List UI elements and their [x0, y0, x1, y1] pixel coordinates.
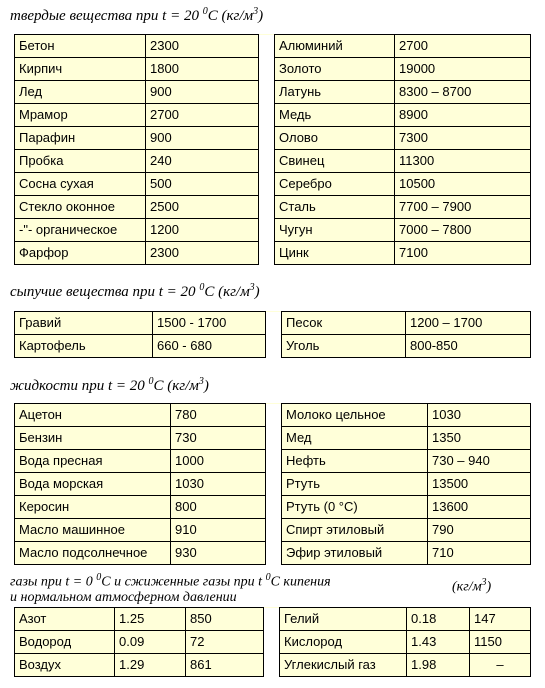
- column-gap: [266, 312, 282, 335]
- density-value: 900: [146, 81, 259, 104]
- density-value: 0.09: [115, 631, 186, 654]
- density-value: 790: [428, 519, 531, 542]
- degree-mark: 0: [265, 572, 271, 583]
- substance-name: Сталь: [275, 196, 395, 219]
- gases-table: [14, 607, 531, 677]
- gases-heading-text: газы при t = 0: [10, 574, 97, 590]
- substance-name: Уголь: [282, 335, 406, 358]
- density-value: 7000 – 7800: [395, 219, 531, 242]
- density-value: 861: [186, 654, 264, 677]
- column-gap: [259, 35, 275, 58]
- unit-text: С (кг/м: [207, 8, 254, 24]
- substance-name: Цинк: [275, 242, 395, 265]
- table-row: [15, 196, 531, 219]
- solids-table: [14, 34, 531, 265]
- substance-name: Мрамор: [15, 104, 146, 127]
- density-value: 910: [171, 519, 266, 542]
- substance-name: Бетон: [15, 35, 146, 58]
- solids-heading-text: твердые вещества при t = 20: [10, 8, 203, 24]
- substance-name: Воздух: [15, 654, 115, 677]
- density-value: 800: [171, 496, 266, 519]
- substance-name: Вода морская: [15, 473, 171, 496]
- substance-name: Молоко цельное: [282, 404, 428, 427]
- column-gap: [266, 450, 282, 473]
- density-value: 1.43: [407, 631, 470, 654]
- gases-heading-line2: и нормальном атмосферном давлении: [10, 589, 237, 605]
- column-gap: [266, 496, 282, 519]
- substance-name: Лед: [15, 81, 146, 104]
- degree-mark: 0: [96, 572, 102, 583]
- density-value: 0.18: [407, 608, 470, 631]
- table-row: [15, 81, 531, 104]
- substance-name: Серебро: [275, 173, 395, 196]
- density-value: 710: [428, 542, 531, 565]
- density-value: 1800: [146, 58, 259, 81]
- density-value: 2300: [146, 242, 259, 265]
- unit-text: С (кг/м: [153, 378, 199, 394]
- density-value: 1350: [428, 427, 531, 450]
- column-gap: [259, 104, 275, 127]
- density-value: 730: [171, 427, 266, 450]
- substance-name: Гравий: [15, 312, 153, 335]
- column-gap: [266, 335, 282, 358]
- density-value: 930: [171, 542, 266, 565]
- density-value: 19000: [395, 58, 531, 81]
- substance-name: Вода пресная: [15, 450, 171, 473]
- solids-heading: [10, 6, 263, 25]
- density-value: 240: [146, 150, 259, 173]
- unit-exponent: 3: [198, 376, 204, 387]
- unit-text: С (кг/м: [204, 284, 250, 300]
- density-value: 147: [470, 608, 531, 631]
- table-row: [15, 608, 531, 631]
- unit-suffix: ): [254, 284, 260, 300]
- density-value: 2700: [395, 35, 531, 58]
- column-gap: [264, 631, 280, 654]
- table-row: [15, 542, 531, 565]
- substance-name: Кирпич: [15, 58, 146, 81]
- unit-suffix: ): [203, 378, 209, 394]
- column-gap: [259, 219, 275, 242]
- substance-name: Углекислый газ: [280, 654, 407, 677]
- unit-exponent: 3: [249, 282, 255, 293]
- column-gap: [264, 654, 280, 677]
- table-row: [15, 58, 531, 81]
- substance-name: Ацетон: [15, 404, 171, 427]
- substance-name: Латунь: [275, 81, 395, 104]
- density-value: 1200 – 1700: [406, 312, 531, 335]
- table-row: [15, 496, 531, 519]
- substance-name: Пробка: [15, 150, 146, 173]
- density-value: 8300 – 8700: [395, 81, 531, 104]
- density-value: 2700: [146, 104, 259, 127]
- substance-name: Азот: [15, 608, 115, 631]
- substance-name: Ртуть: [282, 473, 428, 496]
- substance-name: -"- органическое: [15, 219, 146, 242]
- density-value: 1030: [428, 404, 531, 427]
- unit-exponent: 3: [253, 6, 259, 17]
- table-row: [15, 654, 531, 677]
- column-gap: [264, 608, 280, 631]
- density-value: 660 - 680: [153, 335, 266, 358]
- bulk-heading: [10, 282, 260, 301]
- substance-name: Керосин: [15, 496, 171, 519]
- density-value: 2300: [146, 35, 259, 58]
- substance-name: Свинец: [275, 150, 395, 173]
- substance-name: Масло подсолнечное: [15, 542, 171, 565]
- column-gap: [259, 81, 275, 104]
- density-value: 1030: [171, 473, 266, 496]
- degree-mark: 0: [202, 6, 208, 17]
- unit-exponent: 3: [481, 577, 487, 588]
- table-row: [15, 404, 531, 427]
- table-row: [15, 450, 531, 473]
- gases-unit: [452, 577, 491, 596]
- gases-heading-text-2: С и сжиженные газы при t: [101, 574, 266, 590]
- table-row: [15, 150, 531, 173]
- gases-heading: [10, 570, 331, 605]
- column-gap: [266, 404, 282, 427]
- liquids-heading-text: жидкости при t = 20: [10, 378, 149, 394]
- density-value: 7700 – 7900: [395, 196, 531, 219]
- table-row: [15, 335, 531, 358]
- table-row: [15, 473, 531, 496]
- column-gap: [259, 127, 275, 150]
- density-value: 900: [146, 127, 259, 150]
- gases-heading-text-3: С кипения: [270, 574, 331, 590]
- table-row: [15, 312, 531, 335]
- density-value: 1500 - 1700: [153, 312, 266, 335]
- bulk-table: [14, 311, 531, 358]
- density-value: 1150: [470, 631, 531, 654]
- bulk-heading-text: сыпучие вещества при t = 20: [10, 284, 200, 300]
- density-value: 2500: [146, 196, 259, 219]
- substance-name: Медь: [275, 104, 395, 127]
- substance-name: Мед: [282, 427, 428, 450]
- density-value: 800-850: [406, 335, 531, 358]
- unit-text: (кг/м: [452, 579, 482, 595]
- column-gap: [259, 150, 275, 173]
- table-row: [15, 427, 531, 450]
- density-value: 1.29: [115, 654, 186, 677]
- substance-name: Кислород: [280, 631, 407, 654]
- column-gap: [266, 427, 282, 450]
- column-gap: [266, 542, 282, 565]
- density-value: 1.98: [407, 654, 470, 677]
- substance-name: Спирт этиловый: [282, 519, 428, 542]
- substance-name: Бензин: [15, 427, 171, 450]
- substance-name: Гелий: [280, 608, 407, 631]
- substance-name: Ртуть (0 °C): [282, 496, 428, 519]
- substance-name: Парафин: [15, 127, 146, 150]
- density-value: 850: [186, 608, 264, 631]
- density-value: 72: [186, 631, 264, 654]
- table-row: [15, 104, 531, 127]
- table-row: [15, 127, 531, 150]
- density-value: 730 – 940: [428, 450, 531, 473]
- table-row: [15, 173, 531, 196]
- column-gap: [259, 173, 275, 196]
- table-row: [15, 35, 531, 58]
- table-row: [15, 519, 531, 542]
- density-value: –: [470, 654, 531, 677]
- density-value: 8900: [395, 104, 531, 127]
- column-gap: [259, 58, 275, 81]
- table-row: [15, 631, 531, 654]
- unit-suffix: ): [258, 8, 264, 24]
- unit-suffix: ): [486, 579, 492, 595]
- substance-name: Стекло оконное: [15, 196, 146, 219]
- density-value: 10500: [395, 173, 531, 196]
- substance-name: Алюминий: [275, 35, 395, 58]
- density-value: 780: [171, 404, 266, 427]
- density-value: 13500: [428, 473, 531, 496]
- substance-name: Золото: [275, 58, 395, 81]
- liquids-table: [14, 403, 531, 565]
- density-value: 1.25: [115, 608, 186, 631]
- density-value: 11300: [395, 150, 531, 173]
- column-gap: [266, 473, 282, 496]
- density-value: 7300: [395, 127, 531, 150]
- substance-name: Масло машинное: [15, 519, 171, 542]
- density-value: 7100: [395, 242, 531, 265]
- degree-mark: 0: [148, 376, 154, 387]
- table-row: [15, 219, 531, 242]
- substance-name: Картофель: [15, 335, 153, 358]
- column-gap: [259, 242, 275, 265]
- liquids-heading: [10, 376, 209, 395]
- substance-name: Олово: [275, 127, 395, 150]
- density-value: 500: [146, 173, 259, 196]
- substance-name: Фарфор: [15, 242, 146, 265]
- substance-name: Сосна сухая: [15, 173, 146, 196]
- table-row: [15, 242, 531, 265]
- substance-name: Эфир этиловый: [282, 542, 428, 565]
- substance-name: Нефть: [282, 450, 428, 473]
- column-gap: [266, 519, 282, 542]
- degree-mark: 0: [199, 282, 205, 293]
- density-value: 1000: [171, 450, 266, 473]
- substance-name: Чугун: [275, 219, 395, 242]
- column-gap: [259, 196, 275, 219]
- substance-name: Водород: [15, 631, 115, 654]
- density-value: 13600: [428, 496, 531, 519]
- density-value: 1200: [146, 219, 259, 242]
- substance-name: Песок: [282, 312, 406, 335]
